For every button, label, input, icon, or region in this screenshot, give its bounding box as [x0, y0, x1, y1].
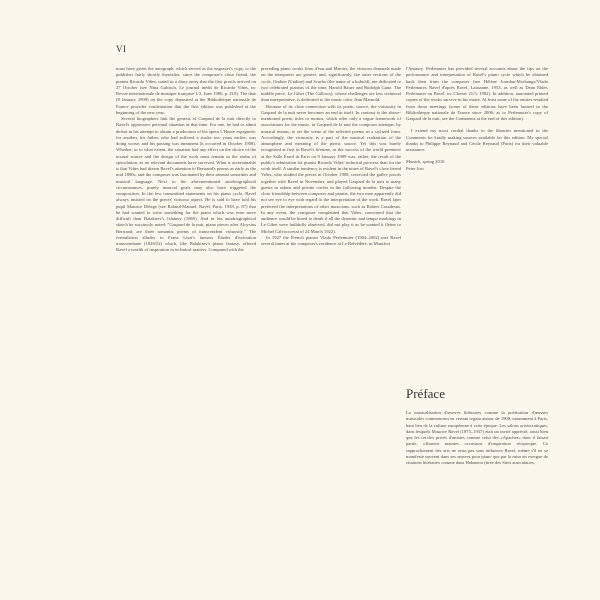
paragraph: Several biographers link the genesis of Gaspard de la nuit directly to Ravel's oppressive personal situation at that time. For one, he had to admit defeat in his attempt to obtain a production of his opera L'Heure espagnole; for another, his father, who had suffered a stroke two years earlier, was doing worse, and his passing was imminent (it occurred in October 1908). Whether, or to what extent, the situation had any effect on the choice of the textual source and the design of the work must remain in the realm of speculation, as no relevant documents have survived. What is ascertainable is that Viñes had drawn Ravel's attention to Bertrand's poems as early as the mid 1890s, and the composer was fascinated by their sensual sonorities and musical language. Next to the aforementioned autobiographical circumstances, purely musical goals may also have triggered the composition. In the few transmitted statements on his piano cycle, Ravel always insisted on the pieces' virtuoso aspect. He is said to have told his pupil Maurice Delage (see Roland-Manuel, Ravel, Paris, 1938, p. 87) that he had wanted to write something for the piano which was even more difficult than Balakirev's Islamey (1869). And in his autobiographical sketch he succinctly noted: "Gaspard de la nuit, piano pieces after Aloysius Bertrand, are three romantic poems of transcendent virtuosity." The formulation alludes to Franz Liszt's famous Études d'exécution transcendante (1826/52) which, like Balakirev's piano fantasy, offered Ravel a wealth of inspiration in technical matters. Compared with the: [116, 116, 256, 253]
signature-place: Munich, spring 2010: [406, 159, 445, 165]
page-number: VI: [116, 44, 127, 54]
paragraph: preceding piano works Jeux d'eau and Miroirs, the virtuoso demands made on the interpreter are greater, and, significantly, the outer sections of the cycle, Ondine (Undine) and Scarbo (the name of a kobold), are dedicated to two celebrated pianists of the time, Harold Bauer and Rudolph Ganz. The middle piece, Le Gibet (The Gallows), whose challenges are less technical than interpretative, is dedicated to the music critic Jean Marnold.: [261, 66, 401, 103]
paragraph: In 1927 the French pianist Vlado Perlemuter (1904–2002) met Ravel several times at the composer's residence at Le Belvédère, in Montfort: [261, 234, 401, 246]
text-column-2: [261, 66, 401, 247]
preface-text: [406, 410, 548, 466]
paragraph: l'Amaury. Perlemuter has provided several accounts about the tips on the performance and interpretation of Ravel's piano cycle which he obtained back then from the composer (see Hélène Jourdan-Morhange/Vlado Perlemuter, Ravel d'après Ravel, Lausanne, 1953, as well as Dean Elder, Perlemuter on Ravel, in: Clavier 21/3, 1982). In addition, annotated printed copies of the works survive in his estate. At least some of the entries resulted from those meetings (some of these editions have been housed in the Bibliothèque nationale de France since 2006; as to Perlemuter's copy of Gaspard de la nuit, see the Comments at the end of this edition).: [406, 66, 548, 121]
text-column-1: [116, 66, 256, 254]
preface-heading: Préface: [406, 386, 445, 401]
paragraph: La musicalisation d'œuvres littéraires comme la poétisation d'œuvres musicales commencent en certain regain autour de 1900, notamment à Paris, haut lieu de la culture européenne à cette époque. Les salons aristocratiques, dans lesquels Maurice Ravel (1875–1937) était un invité apprécié, aussi bien que les cercles privés d'artistes comme celui des «Apaches» dont il faisait partie, offraient maintes occasions d'inspiration réciproque. Ce rapprochement des arts ne resta pas sans influence Ravel, même s'il ne se manifeste souvent dans ses œuvres pour piano que par la mise en exergue de citations littéraires comme dans Habanera (tirée des Sites auriculaires,: [406, 410, 548, 465]
paragraph: must have given the autograph, which served as the engraver's copy, to the publisher fairly shortly thereafter, since the composer's close friend, the pianist Ricardo Viñes, noted in a diary entry that the first proofs arrived on 27 October (see Nina Gubisch, Le journal inédit de Ricardo Viñes, in: Revue internationale de musique française 1/2, June 1980, p. 210). The date (8 January 1909) on the copy deposited at the Bibliothèque nationale de France provides confirmation that the first edition was published at the beginning of the new year.: [116, 66, 256, 115]
paragraph: I extend my most cordial thanks to the libraries mentioned in the Comments for kindly making sources available for this edition. My special thanks to Philippe Reynaud and Cécile Reynaud (Paris) for their valuable assistance.: [406, 128, 548, 152]
paragraph: Because of its close connection with its poetic source, the virtuosity in Gaspard de la nuit never becomes an end in itself. In contrast to the above-mentioned poetic titles or mottos, which offer only a vague framework of associations for the music, in Gaspard de la nuit the composer attempts, by musical means, to set the scene of the selected poems in a stylized form. Accordingly, the virtuosity is a part of the musical realization of the atmosphere and meaning of the poetic source. Yet this was barely recognised at first in Ravel's lifetime, as the success of the world premiere at the Salle Érard in Paris on 9 January 1909 was, rather, the result of the public's admiration for pianist Ricardo Viñes' technical prowess than for the work itself. A similar tendency is evident in the notes of Ravel's close friend Viñes, who studied the pieces in October 1908, corrected the galley proofs together with Ravel in November, and played Gaspard de la nuit to many guests in salons and private circles in the following months. Despite the close friendship between composer and pianist, the two men apparently did not see eye to eye with regard to the interpretation of the work. Ravel later preferred the interpretations of other musicians, such as Robert Casadesus. In any event, the composer complained that Viñes, concerned that the audience would be bored to death if all the dynamic and tempo markings in Le Gibet were faithfully observed, did not play it as he wanted it (letter to Michel Calvocoressi of 24 March 1922).: [261, 103, 401, 234]
text-column-3: [406, 66, 548, 172]
signature-name: Peter Jost: [406, 165, 424, 171]
signature: [406, 159, 548, 172]
